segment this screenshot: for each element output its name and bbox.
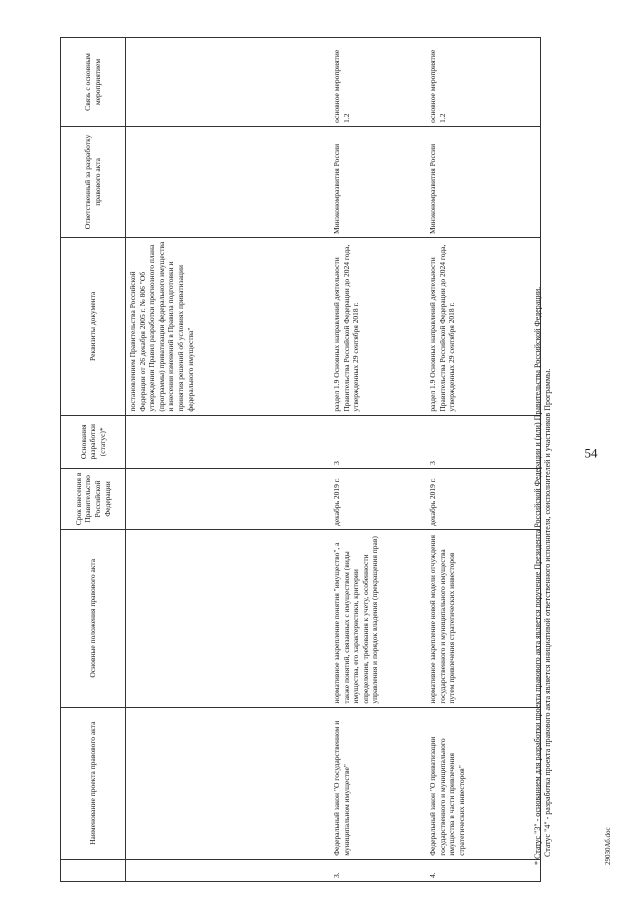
- act-deadline: декабрь 2019 г.: [426, 468, 541, 529]
- document-filename: 29030Аб.doc: [604, 827, 612, 865]
- row-number: 3.: [330, 859, 426, 881]
- header-details: Реквизиты документа: [61, 237, 126, 415]
- header-link: Связь с основным мероприятием: [61, 38, 126, 127]
- footnote-status-4: Статус "4" - разработка проекта правового акта является инициативой ответственного исполнителя, соисполнителей и участников Программы.: [543, 368, 552, 857]
- act-deadline: декабрь 2019 г.: [330, 468, 426, 529]
- footnote-status-3: * Статус "3" - основанием для разработки проекта правового акта является поручение Президента Российской Федерации и (или) Правительства Российской Федерации.: [533, 286, 542, 865]
- header-name: Наименование проекта правового акта: [61, 707, 126, 859]
- act-basis: 3: [330, 415, 426, 468]
- act-provisions: нормативное закрепление понятия "имущество", а также понятий, связанных с имуществом (виды имущества, его характеристики, критерии определения, требования к учету, особенности управления и порядок владения (прекращения прав): [330, 529, 426, 707]
- row-number: 4.: [426, 859, 541, 881]
- table-row: [330, 38, 426, 882]
- table-row: [126, 38, 331, 882]
- act-responsible: Минэкономразвития России: [426, 126, 541, 237]
- header-provisions: Основные положения правового акта: [61, 529, 126, 707]
- act-details: раздел 1.9 Основных направлений деятельности Правительства Российской Федерации до 2024 года, утвержденных 29 сентября 2018 г.: [330, 237, 426, 415]
- act-provisions: нормативное закрепление новой модели отчуждения государственного и муниципального имущества путем привлечения стратегических инвесторов: [426, 529, 541, 707]
- header-responsible: Ответственный за разработку правового акта: [61, 126, 126, 237]
- header-basis: Основания разработки (статус)*: [61, 415, 126, 468]
- page-number: 54: [584, 445, 598, 461]
- act-details: раздел 1.9 Основных направлений деятельности Правительства Российской Федерации до 2024 года, утвержденных 29 сентября 2018 г.: [426, 237, 541, 415]
- continuation-details: постановлением Правительства Российской Федерации от 26 декабря 2005 г. № 806 "Об утверждении Правил разработки прогнозного плана (программы) приватизации федерального имущества и внесении изменений в Правила подготовки и принятия решений об условиях приватизации федерального имущества": [126, 237, 331, 415]
- header-num: [61, 859, 126, 881]
- header-deadline: Срок внесения в Правительство Российской Федерации: [61, 468, 126, 529]
- act-name: Федеральный закон "О приватизации государственного и муниципального имущества в части привлечения стратегических инвесторов": [426, 707, 541, 859]
- table-header-row: [61, 38, 126, 882]
- act-responsible: Минэкономразвития России: [330, 126, 426, 237]
- act-link: основное мероприятие 1.2: [426, 38, 541, 127]
- act-link: основное мероприятие 1.2: [330, 38, 426, 127]
- legal-acts-table: [60, 37, 541, 882]
- act-name: Федеральный закон "О государственном и муниципальном имуществе": [330, 707, 426, 859]
- footnotes: [533, 65, 553, 865]
- act-basis: 3: [426, 415, 541, 468]
- table-row: [426, 38, 541, 882]
